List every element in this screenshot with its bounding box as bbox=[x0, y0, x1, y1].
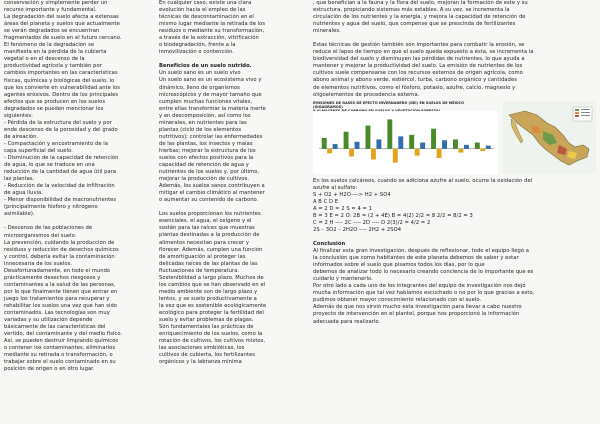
chart-bar bbox=[431, 128, 436, 148]
text-line: En cualquier caso, existe una clara bbox=[159, 0, 252, 6]
text-line: alimentos necesitan para crecer y bbox=[159, 239, 250, 246]
text-line: degradados se pueden mencionar los bbox=[4, 105, 104, 112]
text-line: cultivos de cubierta, los fertilizantes bbox=[159, 352, 256, 359]
text-line: esenciales, el agua, el oxígeno y el bbox=[159, 218, 252, 225]
text-line: innecesaria de los suelos. bbox=[4, 260, 73, 267]
text-line: mejorar la producción de cultivos. bbox=[159, 176, 250, 183]
text-line: capacidad de retención de agua y bbox=[159, 162, 249, 169]
text-line: mantener y mejorar la productividad del suelo. La emisión de nutrientes de los bbox=[313, 63, 523, 70]
chart-bar bbox=[365, 125, 370, 148]
text-line: microorganismos del suelo. bbox=[4, 232, 77, 239]
text-line bbox=[159, 204, 307, 211]
text-line: informados sobre el suelo que pisamos todos los días, por lo que bbox=[313, 262, 485, 269]
text-line bbox=[313, 234, 596, 241]
text-line: - Menor disponibilidad de macronutrientes bbox=[4, 197, 117, 204]
text-line: evolución hacia el empleo de las bbox=[159, 7, 246, 14]
text-line: fluctuaciones de temperatura. bbox=[159, 267, 240, 274]
text-line: de las plantas, los insectos y malas bbox=[159, 140, 253, 147]
text-line: o biodegradación, frente a la bbox=[159, 42, 236, 49]
text-line: rotación de cultivos, los cultivos mixtos, bbox=[159, 338, 266, 345]
text-line: agentes erosivos. Dentro de los principales bbox=[4, 91, 119, 98]
text-line: - Descenso de las poblaciones de bbox=[4, 225, 93, 232]
text-line: de agua, lo que se traduce en una bbox=[4, 162, 95, 169]
figure-area bbox=[313, 101, 596, 174]
chart-background bbox=[313, 111, 498, 174]
text-line: entre ellas transformar la materia inerte bbox=[159, 105, 266, 112]
text-line: ecológico para proteger la fertilidad del bbox=[159, 309, 264, 316]
text-line: debemos de analizar todo lo necesario creando conciencia de lo importante que es bbox=[313, 269, 534, 276]
chart-bar bbox=[344, 131, 349, 148]
text-line: posición de origen o en otro lugar. bbox=[4, 366, 95, 373]
text-line: Al finalizar esta gran investigación, después de reflexionar, todo el equipo llegó a bbox=[313, 248, 530, 255]
text-line: la conclusión que como habitantes de este planeta debemos de saber y estar bbox=[313, 255, 519, 262]
chart-bar bbox=[475, 142, 480, 148]
text-line: A = 2 D = 2 S = 4 = 1 bbox=[313, 205, 372, 212]
text-line: reduce el lapso de tiempo en que el suelo queda expuesto a ésta, se incrementa la bbox=[313, 49, 534, 56]
chart-bar bbox=[333, 144, 338, 149]
column-left bbox=[4, 0, 150, 373]
text-line: Así, se pueden destruir limpiando químicos bbox=[4, 338, 119, 345]
text-line: ende descenso de la porosidad y del grado bbox=[4, 126, 118, 133]
column-left-text bbox=[4, 0, 150, 373]
text-line: delicadas raíces de las plantas de las bbox=[159, 260, 258, 267]
text-line: - Disminución de la capacidad de retención bbox=[4, 155, 119, 162]
text-line: proyecto de intervención en el plantel, porque nos proporcionó la información bbox=[313, 311, 520, 318]
text-line: A B C D E bbox=[313, 198, 339, 205]
chart-bar bbox=[393, 148, 398, 162]
text-line: vegetal o en el descenso de la bbox=[4, 56, 85, 63]
text-line: B = 3 E = 2 O: 2B = (2 + 4E) B = 4(2) 2/2 = 8 2/2 = 8/2 = 3 bbox=[313, 212, 473, 219]
text-line: manifiesta en la pérdida de la cubierta bbox=[4, 49, 107, 56]
text-line: Conclusión bbox=[313, 240, 346, 247]
text-line: abono animal y abono verde, estiércol, turba, carbono orgánico y cantidades bbox=[313, 77, 517, 84]
text-line: minerales. bbox=[313, 28, 341, 35]
text-line: adecuada para realizarlo. bbox=[313, 318, 381, 325]
text-line: - Pérdida de la estructura del suelo y por bbox=[4, 119, 112, 126]
text-line: - Reducción de la velocidad de infiltración bbox=[4, 183, 115, 190]
text-line: contaminados. Las tecnologías son muy bbox=[4, 310, 110, 317]
text-line: Un suelo sano es un suelo vivo bbox=[159, 70, 241, 77]
text-line: estructura, propiciando sistemas más estables. A su vez, se incrementa la bbox=[313, 7, 510, 14]
text-line: Un suelo sano es un ecosistema vivo y bbox=[159, 77, 262, 84]
text-line: nutritivos); controlar las enfermedades bbox=[159, 133, 263, 140]
text-line: cultivos suele compensarse con los recursos externos de origen agrícola, como bbox=[313, 70, 523, 77]
text-line: La prevención, cuidando la producción de bbox=[4, 239, 115, 246]
chart-bar bbox=[371, 148, 376, 159]
chart-bar bbox=[486, 145, 491, 148]
text-line: o contener los contaminantes, eliminarlos bbox=[4, 345, 116, 352]
chart-bar bbox=[327, 148, 332, 153]
text-line: suelos con efectos positivos para la bbox=[159, 154, 254, 161]
column-right-bottom-text bbox=[313, 178, 596, 326]
text-line: orgánicos y la labranza mínima bbox=[159, 359, 242, 366]
text-line: mediante su retirada o transformación, o bbox=[4, 352, 113, 359]
text-line: nutrientes de los suelos y, por último, bbox=[159, 169, 260, 176]
text-line: Son fundamentales las prácticas de bbox=[159, 324, 254, 331]
text-line: azufre al sulfato: bbox=[313, 184, 358, 191]
chart-bar bbox=[415, 148, 420, 155]
text-line: cumplen muchas funciones vitales, bbox=[159, 98, 253, 105]
text-line: cuidarlo y mantenerlo. bbox=[313, 276, 373, 283]
text-line: circulación de los nutrientes y la energía, y mejora la capacidad de retención de bbox=[313, 14, 526, 21]
text-line: enriquecimiento de los suelos, como la bbox=[159, 331, 263, 338]
chart-bar bbox=[409, 134, 414, 148]
text-line: físicas, químicas y biológicas del suelo, lo bbox=[4, 77, 115, 84]
text-line: vertido, del contaminante y del medio físico. bbox=[4, 331, 123, 338]
text-line: capa superficial del suelo. bbox=[4, 147, 73, 154]
text-line: rehabilitar los suelos una vez que han sido bbox=[4, 302, 118, 309]
text-line: por lo que finalmente tienen que entrar en bbox=[4, 288, 118, 295]
text-line: técnicas de descontaminación en el bbox=[159, 14, 254, 21]
text-line: dinámico, lleno de organismos bbox=[159, 84, 240, 91]
text-line: efectos que se producen en los suelos bbox=[4, 98, 106, 105]
text-line: o aumentar su contenido de carbono. bbox=[159, 197, 259, 204]
text-line: prácticamente desechos riesgosos y bbox=[4, 274, 101, 281]
text-line: - Compactación y encostramiento de la bbox=[4, 140, 109, 147]
chart-bar bbox=[442, 140, 447, 148]
text-line: oligoelementos de procedencia externa. bbox=[313, 91, 420, 98]
text-line: de agua lluvia. bbox=[4, 190, 43, 197]
text-line: , que benefician a la fauna y la flora del suelo, mejoran la formación de este y su bbox=[313, 0, 528, 6]
text-line: En los suelos calcáreos, cuando se adiciona azufre al suelo, ocurre la oxidación del bbox=[313, 177, 533, 184]
text-line: que los convierte en vulnerabilidad ante los bbox=[4, 84, 121, 91]
text-line: Sostenibilidad a largo plazo. Muchos de bbox=[159, 274, 264, 281]
text-line: mitigar el cambio climático al mantener bbox=[159, 190, 265, 197]
chart-bar bbox=[322, 138, 327, 149]
column-middle bbox=[159, 0, 307, 366]
text-line: C = 2 H ---- 2C ---- 2D ---- D 2(3)/2 = 4/2 = 2 bbox=[313, 219, 431, 226]
text-line: inmovilización o contención. bbox=[159, 49, 235, 56]
text-line: S + O2 + H2O----> H2 + SO4 bbox=[313, 191, 391, 198]
chart-bar bbox=[387, 119, 392, 148]
chart-bar bbox=[464, 144, 469, 148]
text-line: variadas y su utilización depende bbox=[4, 317, 93, 324]
text-line: mucha información que tal vez habíamos escuchado o no por lo que gracias a esto, bbox=[313, 290, 535, 297]
text-line: asimilable). bbox=[4, 211, 35, 218]
text-line: de amortiguación al proteger las bbox=[159, 253, 246, 260]
text-line bbox=[4, 218, 150, 225]
text-line: biodiversidad del suelo y disminuyen las pérdidas de nutrientes, lo que ayuda a bbox=[313, 56, 525, 63]
text-line: plantas destinadas a la producción de bbox=[159, 232, 260, 239]
text-line: florecer. Además, cumplen una función bbox=[159, 246, 263, 253]
text-line: suelo y evitar problemas de plagas. bbox=[159, 317, 254, 324]
text-line: a través de la extracción, vitrificación bbox=[159, 35, 259, 42]
chart-bar bbox=[480, 148, 485, 150]
chart-bar bbox=[349, 148, 354, 156]
chart-title-line-1: EMISIONES DE GASES DE EFECTO INVERNADERO (GEI) EN SUELOS DE MÉXICO (GIGAGRAMOS) bbox=[313, 100, 465, 109]
text-line: contaminantes a la salud de las personas, bbox=[4, 281, 116, 288]
text-line: y control, debería evitar la contaminación bbox=[4, 253, 115, 260]
text-line: reducción de la cantidad de agua útil para bbox=[4, 169, 117, 176]
text-line: residuos y reducción de desechos químicos bbox=[4, 246, 119, 253]
text-line: de aireación. bbox=[4, 133, 39, 140]
text-line: Estas técnicas de gestión también son importantes para combatir la erosión, se bbox=[313, 42, 525, 49]
chart-bar bbox=[458, 148, 463, 152]
text-line: conservación y simplemente perder un bbox=[4, 0, 108, 6]
text-line: (principalmente fósforo y nitrógeno bbox=[4, 204, 98, 211]
text-line: El fenómeno de la degradación se bbox=[4, 42, 95, 49]
text-line bbox=[159, 56, 307, 63]
text-line: hierbas; mejorar la estructura de los bbox=[159, 147, 256, 154]
text-line: La degradación del suelo afecta a extensas bbox=[4, 14, 119, 21]
text-line: medio ambiente son de largo plazo y bbox=[159, 288, 258, 295]
text-line: la vez que es sostenible ecológicamente bbox=[159, 302, 267, 309]
text-line: las asociaciones simbióticas, los bbox=[159, 345, 245, 352]
text-line: productividad agrícola y también por bbox=[4, 63, 102, 70]
text-line: Desafortunadamente, en todo el mundo bbox=[4, 267, 111, 274]
text-line: Además de que nos sirvió mucho esta investigación para llevar a cabo nuestro bbox=[313, 304, 522, 311]
text-line: juego los tratamientos para recuperar y bbox=[4, 295, 110, 302]
text-line: los cambios que se han observado en el bbox=[159, 281, 266, 288]
text-line: de elementos nutritivos, como el fósforo, potasio, azufre, calcio, magnesio y bbox=[313, 84, 516, 91]
chart-bar bbox=[355, 141, 360, 148]
text-line: Beneficios de un suelo nutrido. bbox=[159, 63, 252, 70]
text-line: fragmentados de suelo en el futuro cercano. bbox=[4, 35, 122, 42]
text-line: Por otro lado a cada uno de los integrantes del equipo de investigación nos dejó bbox=[313, 283, 526, 290]
chart-bar bbox=[453, 139, 458, 148]
text-line: pudimos obtener mayor conocimiento relacionado con el suelo. bbox=[313, 297, 482, 304]
chart-bar bbox=[437, 148, 442, 157]
bar-chart bbox=[313, 111, 498, 174]
text-line: Los suelos proporcionan los nutrientes bbox=[159, 211, 261, 218]
text-line: minerales, en nutrientes para las bbox=[159, 119, 247, 126]
text-line: mismo lugar mediante la retirada de los bbox=[159, 21, 266, 28]
text-line: microscópicos y de mayor tamaño que bbox=[159, 91, 262, 98]
mexico-map-image bbox=[503, 101, 596, 174]
text-line: 2S – 3O2 – 2H2O ---- 2H2 + 2SO4 bbox=[313, 226, 402, 233]
text-line: lentos, y se suelo productivamente a bbox=[159, 295, 257, 302]
text-line: siguientes: bbox=[4, 112, 33, 119]
text-line: sostén para las raíces que muestras bbox=[159, 225, 255, 232]
text-line: Además, los suelos sanos contribuyen a bbox=[159, 183, 265, 190]
chart-bar bbox=[420, 142, 425, 148]
text-line: las plantas. bbox=[4, 176, 35, 183]
chart-bar bbox=[398, 136, 403, 148]
text-line: recurso importante y fundamental. bbox=[4, 7, 97, 14]
text-line: y en descomposición, así como los bbox=[159, 112, 251, 119]
text-line: se verán degradados se encuentran bbox=[4, 28, 100, 35]
column-middle-text bbox=[159, 0, 307, 366]
column-right-top-text bbox=[313, 0, 596, 99]
chart-bar bbox=[376, 139, 381, 148]
text-line: residuos o mediante su transformación, bbox=[159, 28, 265, 35]
text-line: básicamente de las características del bbox=[4, 324, 106, 331]
text-line: plantas (ciclo de los elementos bbox=[159, 126, 242, 133]
text-line: trabajar sobre el suelo contaminado en su bbox=[4, 359, 116, 366]
text-line: nutrientes y agua del suelo, que compense que se prescinda de fertilizantes bbox=[313, 21, 516, 28]
text-line: cambios importantes en las características bbox=[4, 70, 118, 77]
column-right bbox=[313, 0, 596, 326]
text-line: áreas del planeta y suelos que actualmente bbox=[4, 21, 120, 28]
